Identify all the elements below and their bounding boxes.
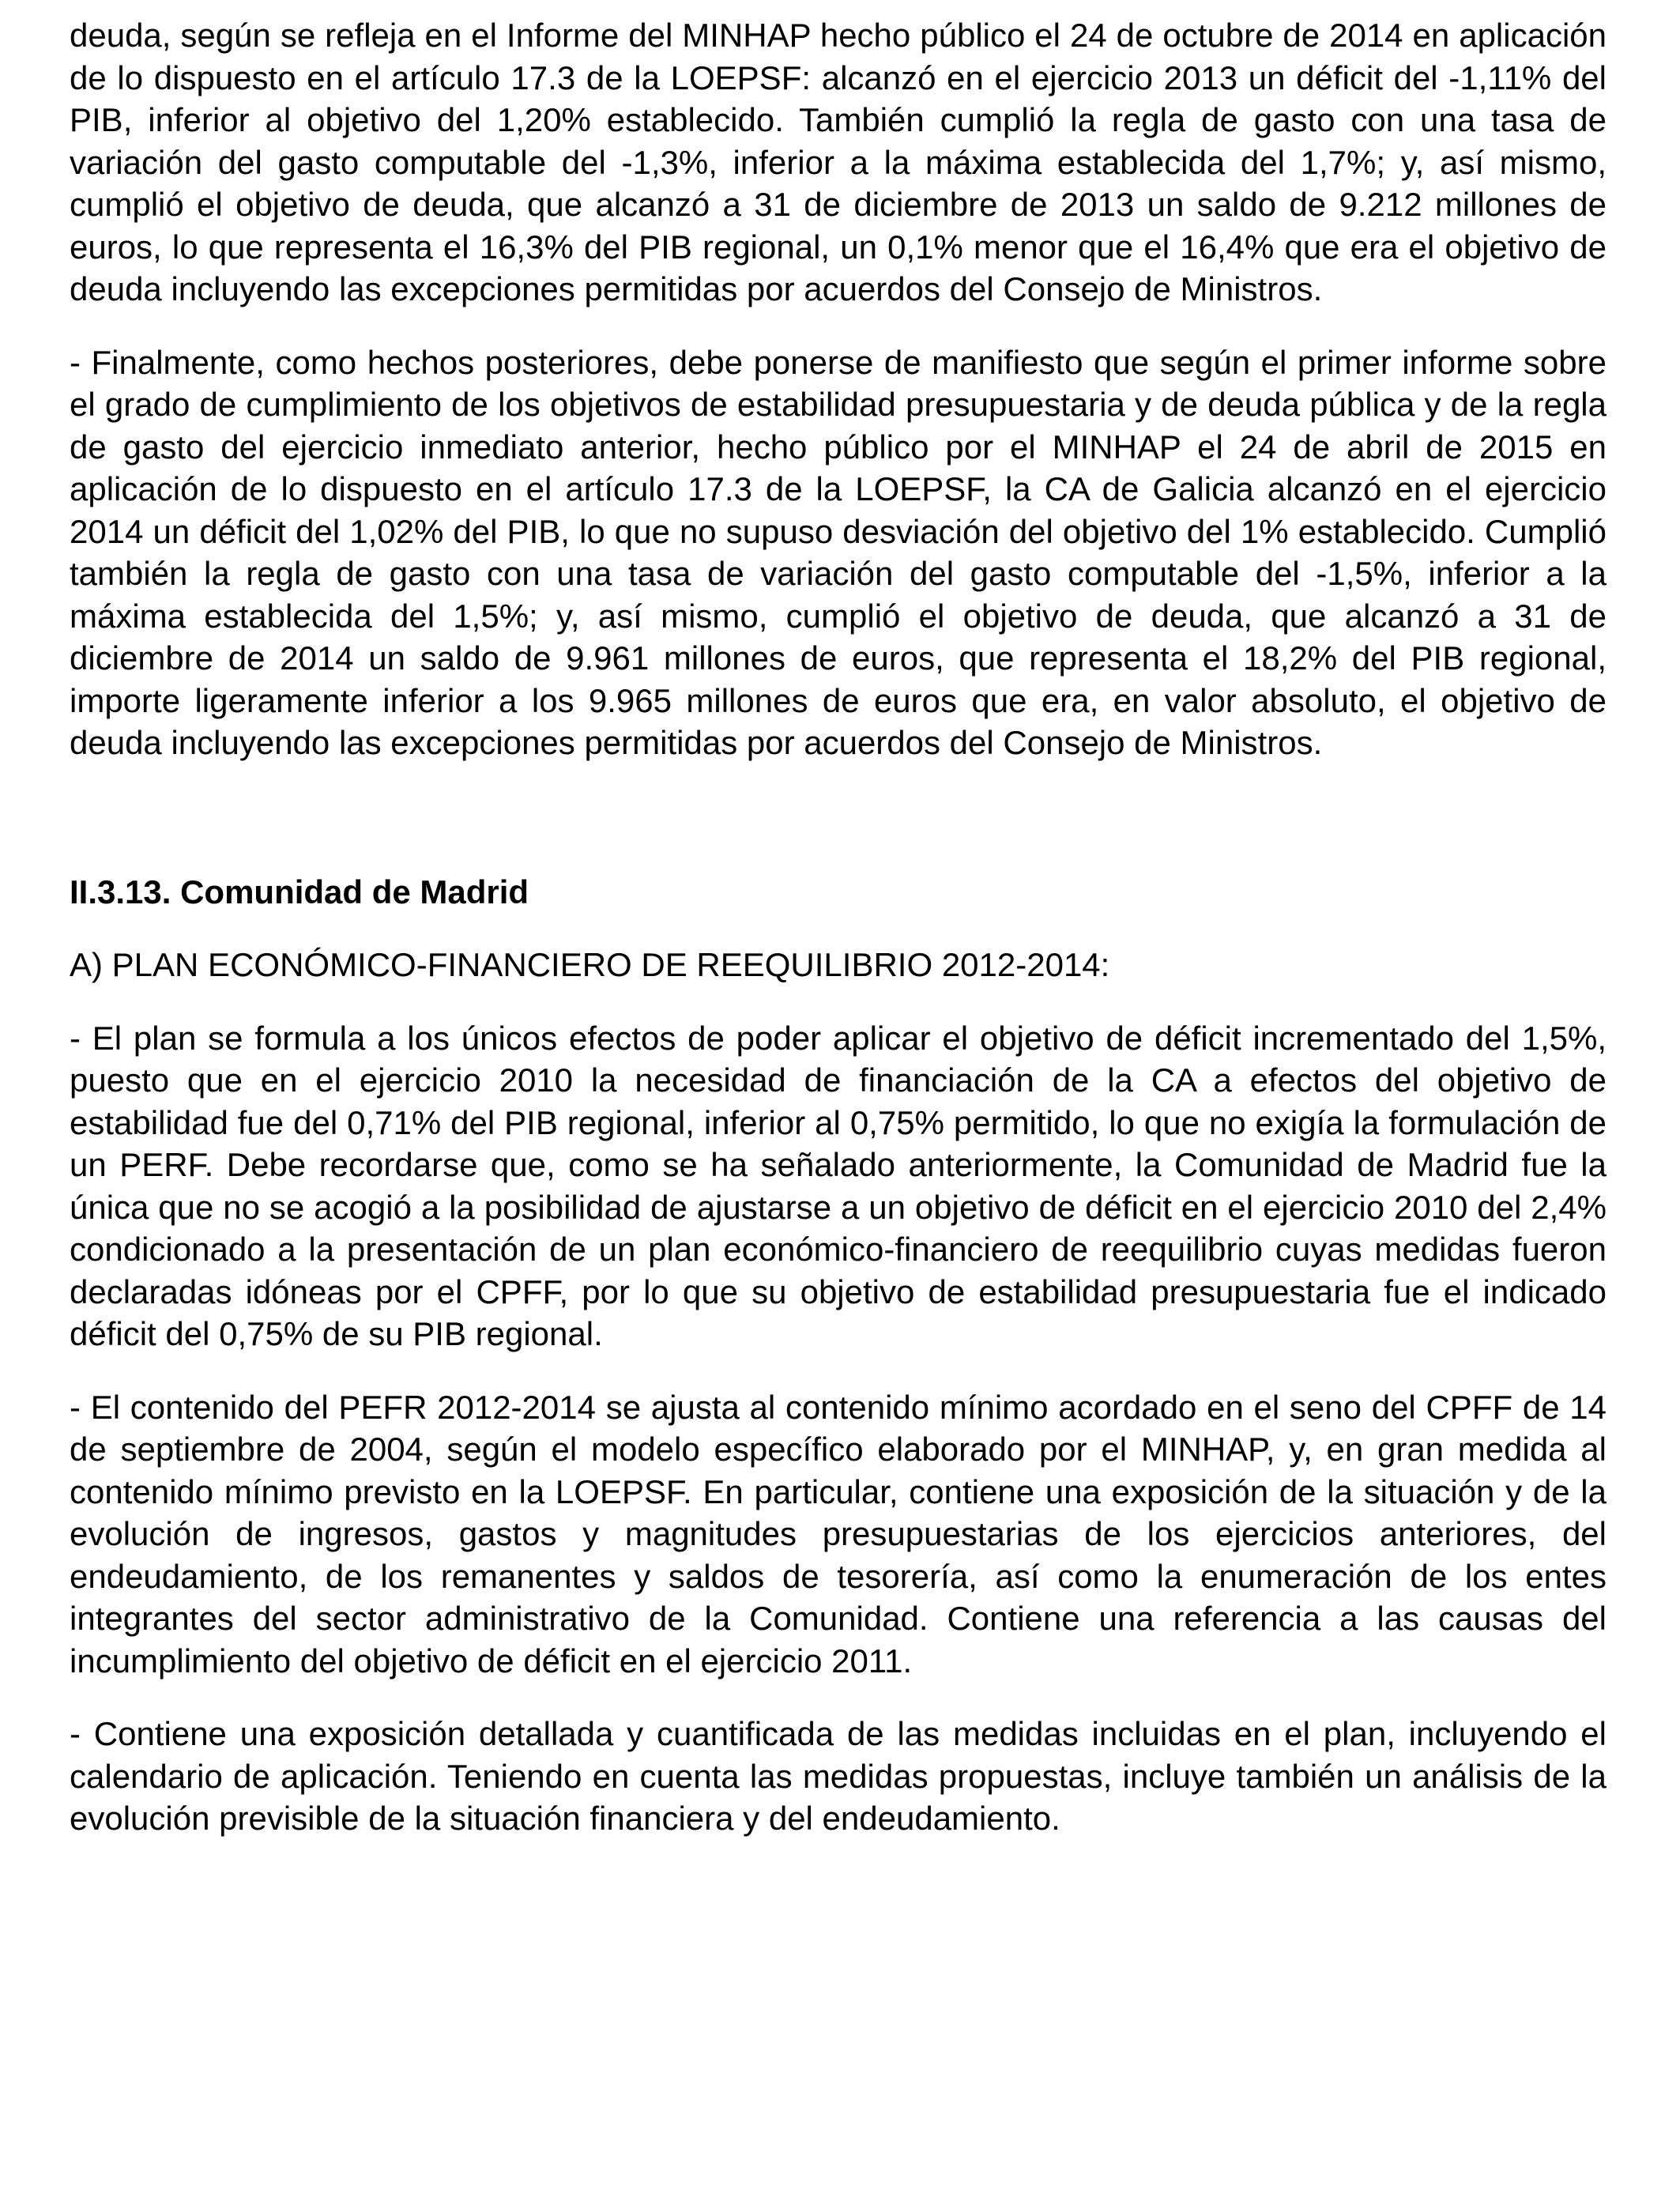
paragraph-plan-formula: - El plan se formula a los únicos efectos de poder aplicar el objetivo de déficit incrementado del 1,5%, puesto que en el ejercicio 2010 la necesidad de financiación de la CA a efectos del objetivo de estabilidad fue del 0,71% del PIB regional, inferior al 0,75% permitido, lo que no exigía la formulación de un PERF. Debe recordarse que, como se ha señalado anteriormente, la Comunidad de Madrid fue la única que no se acogió a la posibilidad de ajustarse a un objetivo de déficit en el ejercicio 2010 del 2,4% condicionado a la presentación de un plan económico-financiero de reequilibrio cuyas medidas fueron declaradas idóneas por el CPFF, por lo que su objetivo de estabilidad presupuestaria fue el indicado déficit del 0,75% de su PIB regional. bbox=[70, 1019, 1607, 1352]
section-heading: II.3.13. Comunidad de Madrid bbox=[70, 873, 529, 910]
document-page bbox=[70, 14, 1607, 1871]
section-spacer bbox=[70, 795, 1607, 871]
paragraph-hechos-posteriores: - Finalmente, como hechos posteriores, debe ponerse de manifiesto que según el primer informe sobre el grado de cumplimiento de los objetivos de estabilidad presupuestaria y de deuda pública y de la regla de gasto del ejercicio inmediato anterior, hecho público por el MINHAP el 24 de abril de 2015 en aplicación de lo dispuesto en el artículo 17.3 de la LOEPSF, la CA de Galicia alcanzó en el ejercicio 2014 un déficit del 1,02% del PIB, lo que no supuso desviación del objetivo del 1% establecido. Cumplió también la regla de gasto con una tasa de variación del gasto computable del -1,5%, inferior a la máxima establecida del 1,5%; y, así mismo, cumplió el objetivo de deuda, que alcanzó a 31 de diciembre de 2014 un saldo de 9.961 millones de euros, que representa el 18,2% del PIB regional, importe ligeramente inferior a los 9.965 millones de euros que era, en valor absoluto, el objetivo de deuda incluyendo las excepciones permitidas por acuerdos del Consejo de Ministros. bbox=[70, 343, 1607, 761]
paragraph-contenido-pefr: - El contenido del PEFR 2012-2014 se ajusta al contenido mínimo acordado en el seno del CPFF de 14 de septiembre de 2004, según el modelo específico elaborado por el MINHAP, y, en gran medida al contenido mínimo previsto en la LOEPSF. En particular, contiene una exposición de la situación y de la evolución de ingresos, gastos y magnitudes presupuestarias de los ejercicios anteriores, del endeudamiento, de los remanentes y saldos de tesorería, así como la enumeración de los entes integrantes del sector administrativo de la Comunidad. Contiene una referencia a las causas del incumplimiento del objetivo de déficit en el ejercicio 2011. bbox=[70, 1388, 1607, 1679]
paragraph-deuda-2013: deuda, según se refleja en el Informe del MINHAP hecho público el 24 de octubre de 2014 en aplicación de lo dispuesto en el artículo 17.3 de la LOEPSF: alcanzó en el ejercicio 2013 un déficit del -1,11% del PIB, inferior al objetivo del 1,20% establecido. También cumplió la regla de gasto con una tasa de variación del gasto computable del -1,3%, inferior a la máxima establecida del 1,7%; y, así mismo, cumplió el objetivo de deuda, que alcanzó a 31 de diciembre de 2013 un saldo de 9.212 millones de euros, lo que representa el 16,3% del PIB regional, un 0,1% menor que el 16,4% que era el objetivo de deuda incluyendo las excepciones permitidas por acuerdos del Consejo de Ministros. bbox=[70, 17, 1607, 307]
paragraph-exposicion-medidas: - Contiene una exposición detallada y cuantificada de las medidas incluidas en el plan, incluyendo el calendario de aplicación. Teniendo en cuenta las medidas propuestas, incluye también un análisis de la evolución previsible de la situación financiera y del endeudamiento. bbox=[70, 1715, 1607, 1837]
subheading-plan: A) PLAN ECONÓMICO-FINANCIERO DE REEQUILIBRIO 2012-2014: bbox=[70, 946, 1110, 983]
